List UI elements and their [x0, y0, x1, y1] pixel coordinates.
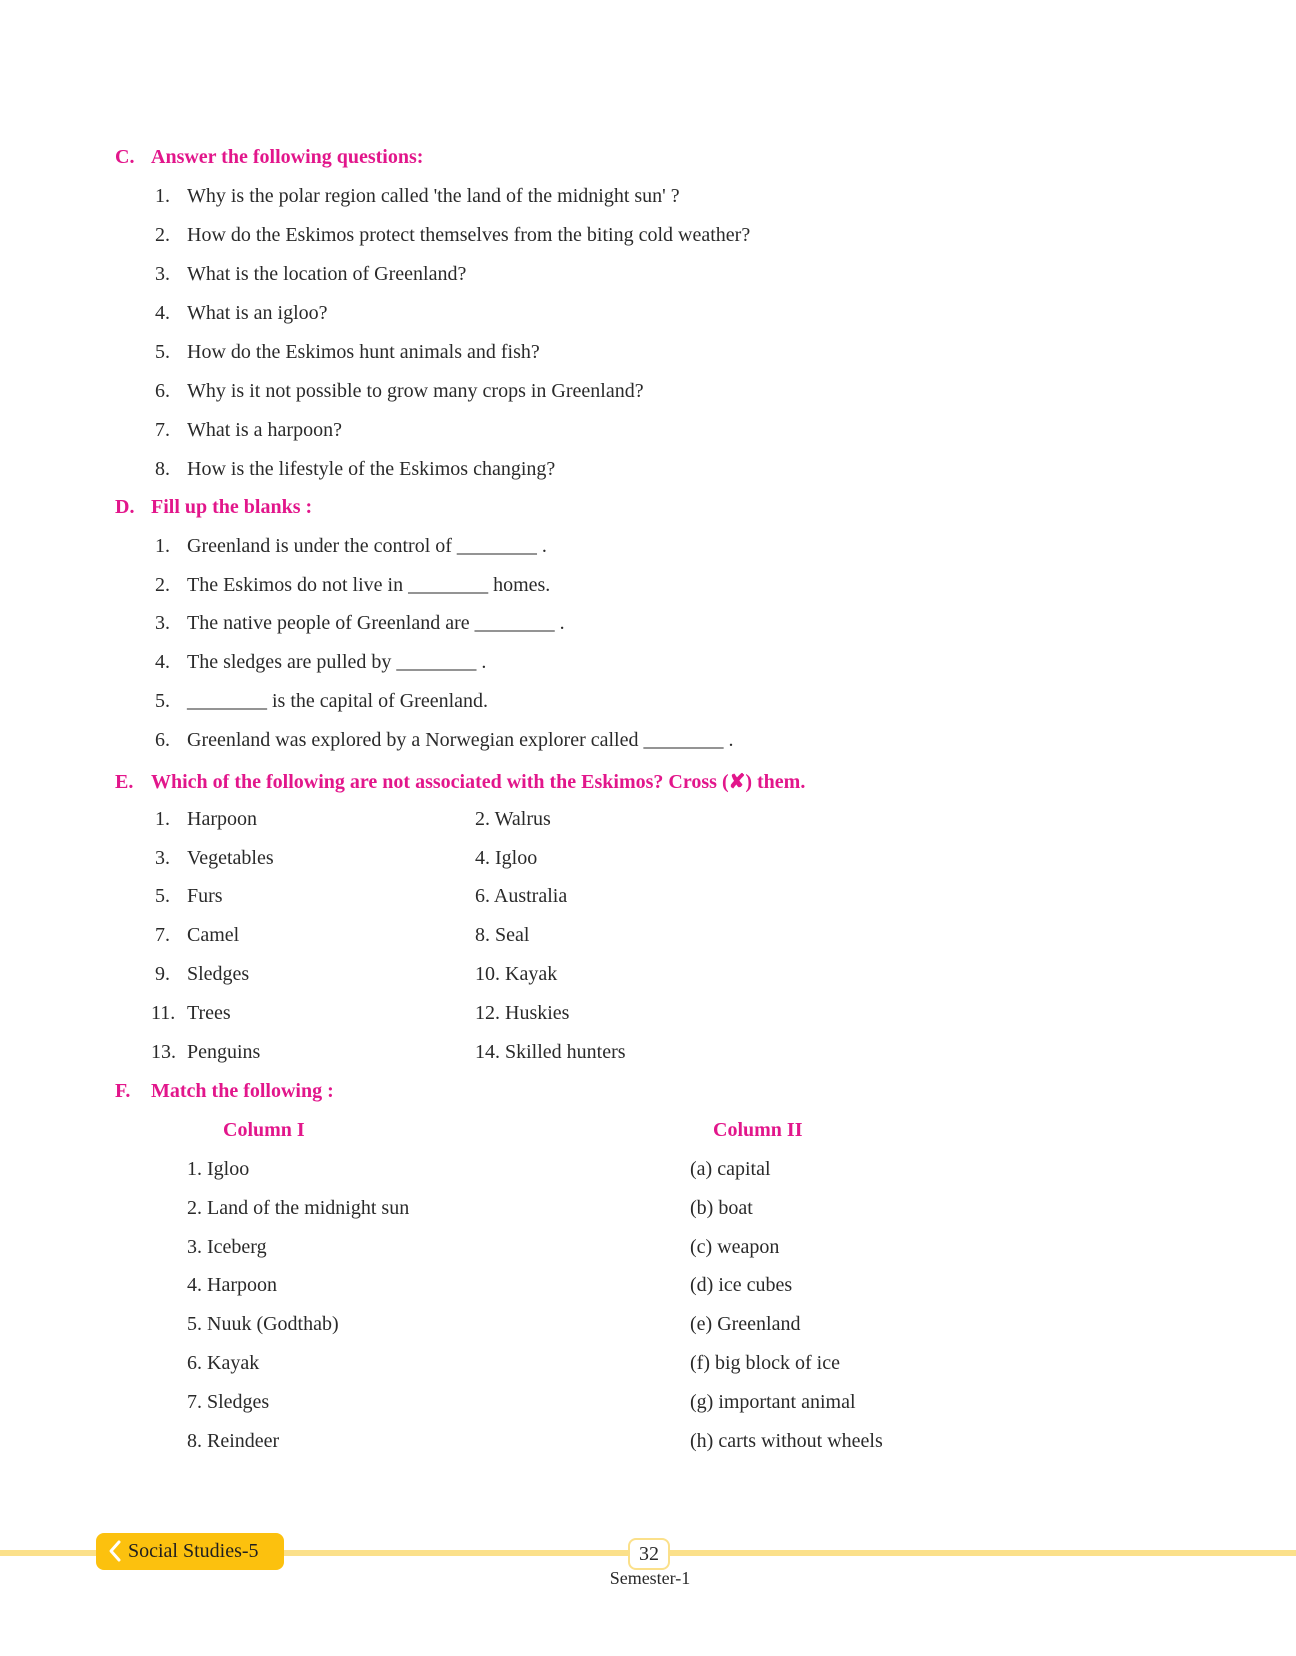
section-e-letter: E. — [115, 771, 134, 793]
semester-label: Semester-1 — [609, 1568, 691, 1588]
section-e-heading — [115, 769, 805, 794]
section-f-heading — [115, 1080, 334, 1103]
section-d-letter: D. — [115, 496, 135, 518]
section-f-letter: F. — [115, 1080, 131, 1102]
section-c-letter: C. — [115, 146, 135, 168]
chevron-left-icon — [106, 1539, 124, 1563]
section-f-title: Match the following : — [151, 1080, 334, 1102]
column-2-heading: Column II — [713, 1119, 803, 1141]
page-number: 32 — [628, 1538, 670, 1570]
section-e-title: Which of the following are not associated with the Eskimos? Cross (✘) them. — [151, 771, 806, 793]
column-1-heading: Column I — [223, 1119, 305, 1141]
book-title-label: Social Studies-5 — [128, 1540, 259, 1562]
section-d-heading — [115, 496, 312, 519]
section-c-title: Answer the following questions: — [151, 146, 424, 168]
book-title-tab[interactable] — [96, 1533, 284, 1570]
section-d-title: Fill up the blanks : — [151, 496, 313, 518]
section-c-heading — [115, 146, 423, 169]
